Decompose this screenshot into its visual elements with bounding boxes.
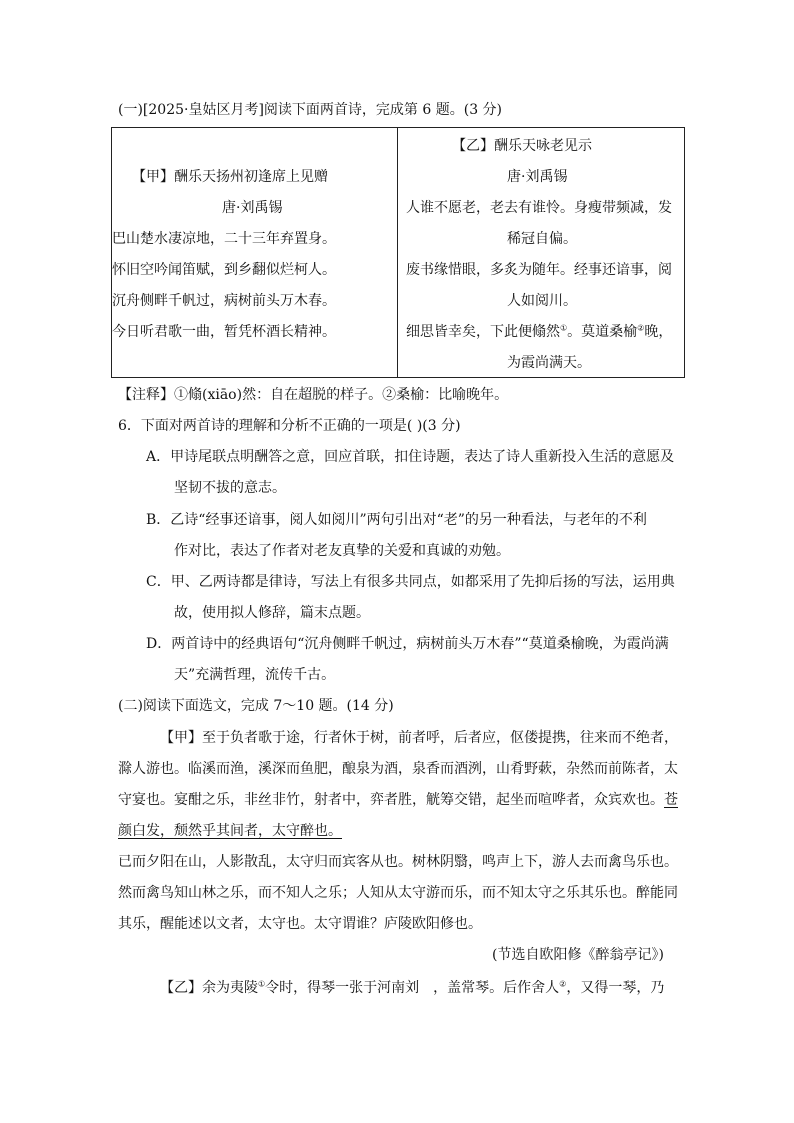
section1-header: (一)[2025·皇姑区月考]阅读下面两首诗，完成第 6 题。(3 分)	[118, 102, 503, 118]
poem-jia-title: 【甲】酬乐天扬州初逢席上见赠	[132, 169, 328, 185]
poem-jia-line-2: 怀旧空吟闻笛赋，到乡翻似烂柯人。	[112, 262, 336, 278]
section2-header: (二)阅读下面选文，完成 7～10 题。(14 分)	[118, 698, 394, 714]
annotation-note: 【注释】①翛(xiāo)然：自在超脱的样子。②桑榆：比喻晚年。	[118, 387, 509, 403]
passage-jia-line-3: 守宴也。宴酣之乐，非丝非竹，射者中，弈者胜，觥筹交错，起坐而喧哗者，众宾欢也。苍	[118, 792, 678, 808]
option-d-line-2: 天”充满哲理，流传千古。	[174, 667, 336, 683]
option-c-line-1: C．甲、乙两诗都是律诗，写法上有很多共同点，如都采用了先抑后扬的写法，运用典	[146, 574, 675, 590]
passage-jia-line-7: 其乐，醒能述以文者，太守也。太守谓谁？庐陵欧阳修也。	[118, 916, 482, 932]
underlined-sentence: 颜白发，颓然乎其间者，太守醉也。	[118, 823, 342, 839]
passage-jia-line-1: 【甲】至于负者歌于途，行者休于树，前者呼，后者应，伛偻提携，往来而不绝者，	[160, 730, 678, 746]
poem-yi-line-3: 废书缘惜眼，多炙为随年。经事还谙事，阅	[406, 262, 672, 278]
option-b-line-2: 作对比，表达了作者对老友真挚的关爱和真诚的劝勉。	[174, 543, 510, 559]
passage-jia-line-6: 然而禽鸟知山林之乐，而不知人之乐；人知从太守游而乐，而不知太守之乐其乐也。醉能同	[118, 885, 678, 901]
poem-yi-title: 【乙】酬乐天咏老见示	[452, 138, 592, 154]
footnote-marker-3: ①	[258, 979, 266, 989]
poem-yi-author: 唐·刘禹锡	[507, 169, 568, 185]
passage-jia-line-5: 已而夕阳在山，人影散乱，太守归而宾客从也。树林阴翳，鸣声上下，游人去而禽鸟乐也。	[118, 854, 678, 870]
passage-jia-line-2: 滁人游也。临溪而渔，溪深而鱼肥，酿泉为酒，泉香而酒洌，山肴野蔌，杂然而前陈者，太	[118, 761, 678, 777]
poem-table	[111, 127, 685, 378]
passage-source: (节选自欧阳修《醉翁亭记》)	[492, 947, 664, 963]
poem-yi-line-1: 人谁不愿老，老去有谁怜。身瘦带频减，发	[406, 200, 672, 216]
poem-yi-line-5: 细思皆幸矣，下此便翛然①。莫道桑榆②晚，	[406, 323, 673, 340]
question-6-stem: 6．下面对两首诗的理解和分析不正确的一项是( )(3 分)	[118, 418, 461, 434]
footnote-marker-2: ②	[637, 323, 645, 333]
poem-jia-cell	[112, 128, 397, 377]
passage-yi-line-1: 【乙】余为夷陵①令时，得琴一张于河南刘 ，盖常琴。后作舍人②，又得一琴，乃	[160, 979, 665, 996]
poem-yi-line-6: 为霞尚满天。	[507, 355, 591, 371]
poem-jia-line-1: 巴山楚水凄凉地，二十三年弃置身。	[112, 231, 336, 247]
poem-yi-line-2: 稀冠自偏。	[507, 231, 577, 247]
poem-yi-cell	[398, 128, 686, 377]
poem-jia-line-3: 沉舟侧畔千帆过，病树前头万木春。	[112, 293, 336, 309]
footnote-marker-4: ②	[559, 979, 567, 989]
poem-yi-line-4: 人如阅川。	[507, 293, 577, 309]
option-b-line-1: B．乙诗“经事还谙事，阅人如阅川”两句引出对“老”的另一种看法，与老年的不利	[146, 512, 647, 528]
poem-jia-author: 唐·刘禹锡	[222, 200, 283, 216]
option-d-line-1: D．两首诗中的经典语句“沉舟侧畔千帆过，病树前头万木春”“莫道桑榆晚，为霞尚满	[146, 636, 669, 652]
option-a-line-2: 坚韧不拔的意志。	[174, 480, 286, 496]
option-a-line-1: A．甲诗尾联点明酬答之意，回应首联，扣住诗题，表达了诗人重新投入生活的意愿及	[146, 449, 675, 465]
footnote-marker-1: ①	[560, 323, 568, 333]
poem-jia-line-4: 今日听君歌一曲，暂凭杯酒长精神。	[112, 324, 336, 340]
option-c-line-2: 故，使用拟人修辞，篇末点题。	[174, 605, 370, 621]
underlined-sentence-start: 苍	[664, 792, 678, 808]
